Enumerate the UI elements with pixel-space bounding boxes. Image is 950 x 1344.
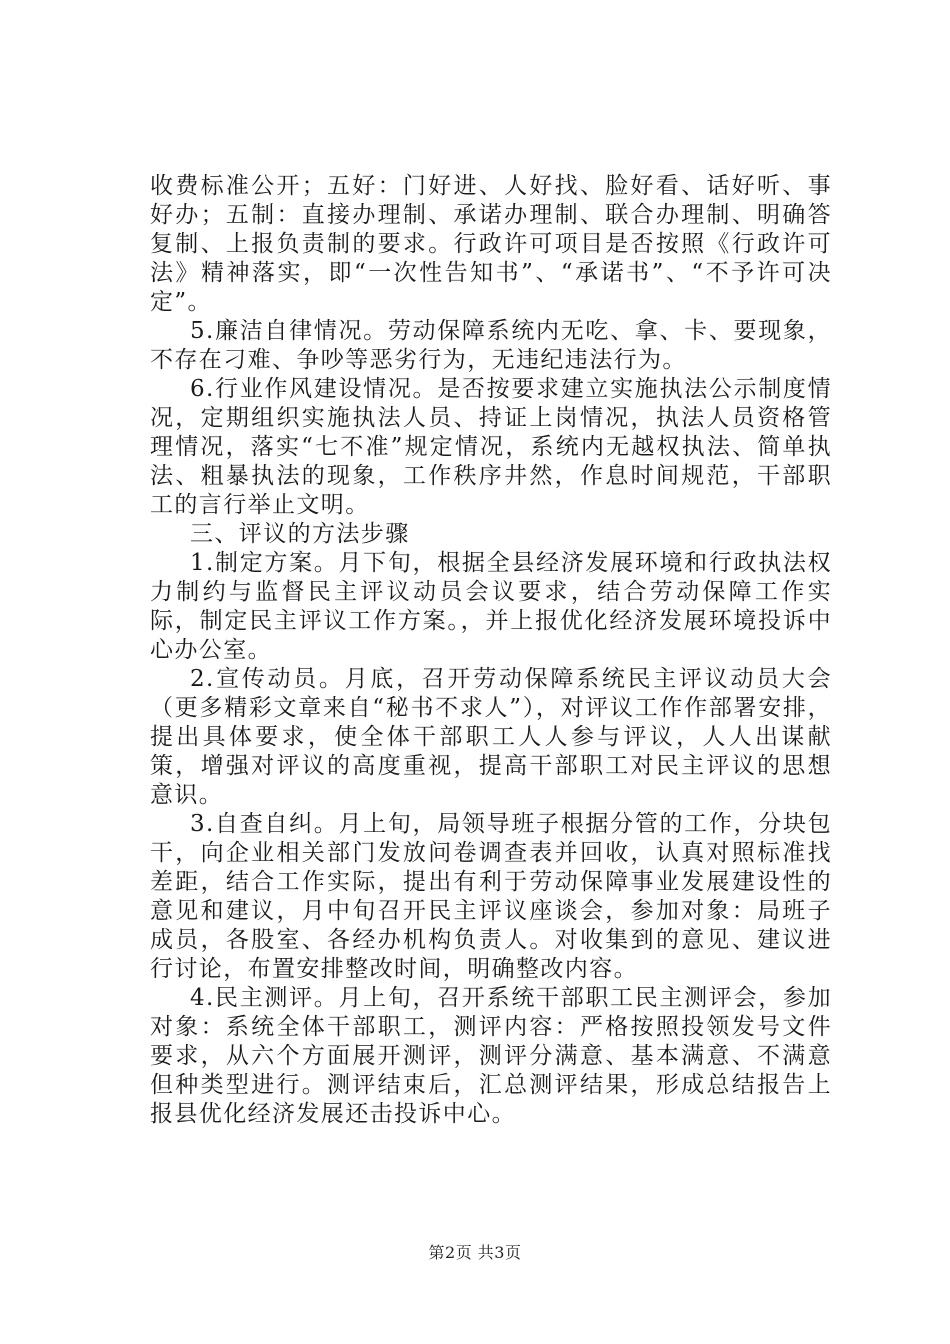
paragraph-step-4: 4.民主测评。月上旬，召开系统干部职工民主测评会，参加对象：系统全体干部职工，测评内容：严格按照投领发号文件要求，从六个方面展开测评，测评分满意、基本满意、不满意但种类型进行。测评结束后，汇总测评结果，形成总结报告上报县优化经济发展还击投诉中心。 (150, 985, 832, 1127)
page-number-footer: 第2页 共3页 (428, 1243, 522, 1262)
document-body (150, 172, 832, 1129)
paragraph-step-3: 3.自查自纠。月上旬，局领导班子根据分管的工作，分块包干，向企业相关部门发放问卷调查表并回收，认真对照标准找差距，结合工作实际，提出有利于劳动保障事业发展建设性的意见和建议，月中旬召开民主评议座谈会，参加对象：局班子成员，各股室、各经办机构负责人。对收集到的意见、建议进行讨论，布置安排整改时间，明确整改内容。 (150, 811, 832, 982)
paragraph-item-5: 5.廉洁自律情况。劳动保障系统内无吃、拿、卡、要现象，不存在刁难、争吵等恶劣行为，无违纪违法行为。 (150, 318, 832, 373)
paragraph-step-2: 2.宣传动员。月底，召开劳动保障系统民主评议动员大会（更多精彩文章来自“秘书不求人”），对评议工作作部署安排，提出具体要求，使全体干部职工人人参与评议，人人出谋献策，增强对评议的高度重视，提高干部职工对民主评议的思想意识。 (150, 666, 832, 808)
paragraph-item-6: 6.行业作风建设情况。是否按要求建立实施执法公示制度情况，定期组织实施执法人员、持证上岗情况，执法人员资格管理情况，落实“七不准”规定情况，系统内无越权执法、简单执法、粗暴执法的现象，工作秩序井然，作息时间规范，干部职工的言行举止文明。 (150, 376, 832, 518)
section-heading: 三、评议的方法步骤 (190, 521, 410, 547)
paragraph-step-1: 1.制定方案。月下旬，根据全县经济发展环境和行政执法权力制约与监督民主评议动员会议要求，结合劳动保障工作实际，制定民主评议工作方案。，并上报优化经济发展环境投诉中心办公室。 (150, 550, 832, 663)
paragraph-continuation: 收费标准公开；五好：门好进、人好找、脸好看、话好听、事好办；五制：直接办理制、承诺办理制、联合办理制、明确答复制、上报负责制的要求。行政许可项目是否按照《行政许可法》精神落实，即“一次性告知书”、“承诺书”、“不予许可决定”。 (150, 173, 832, 315)
